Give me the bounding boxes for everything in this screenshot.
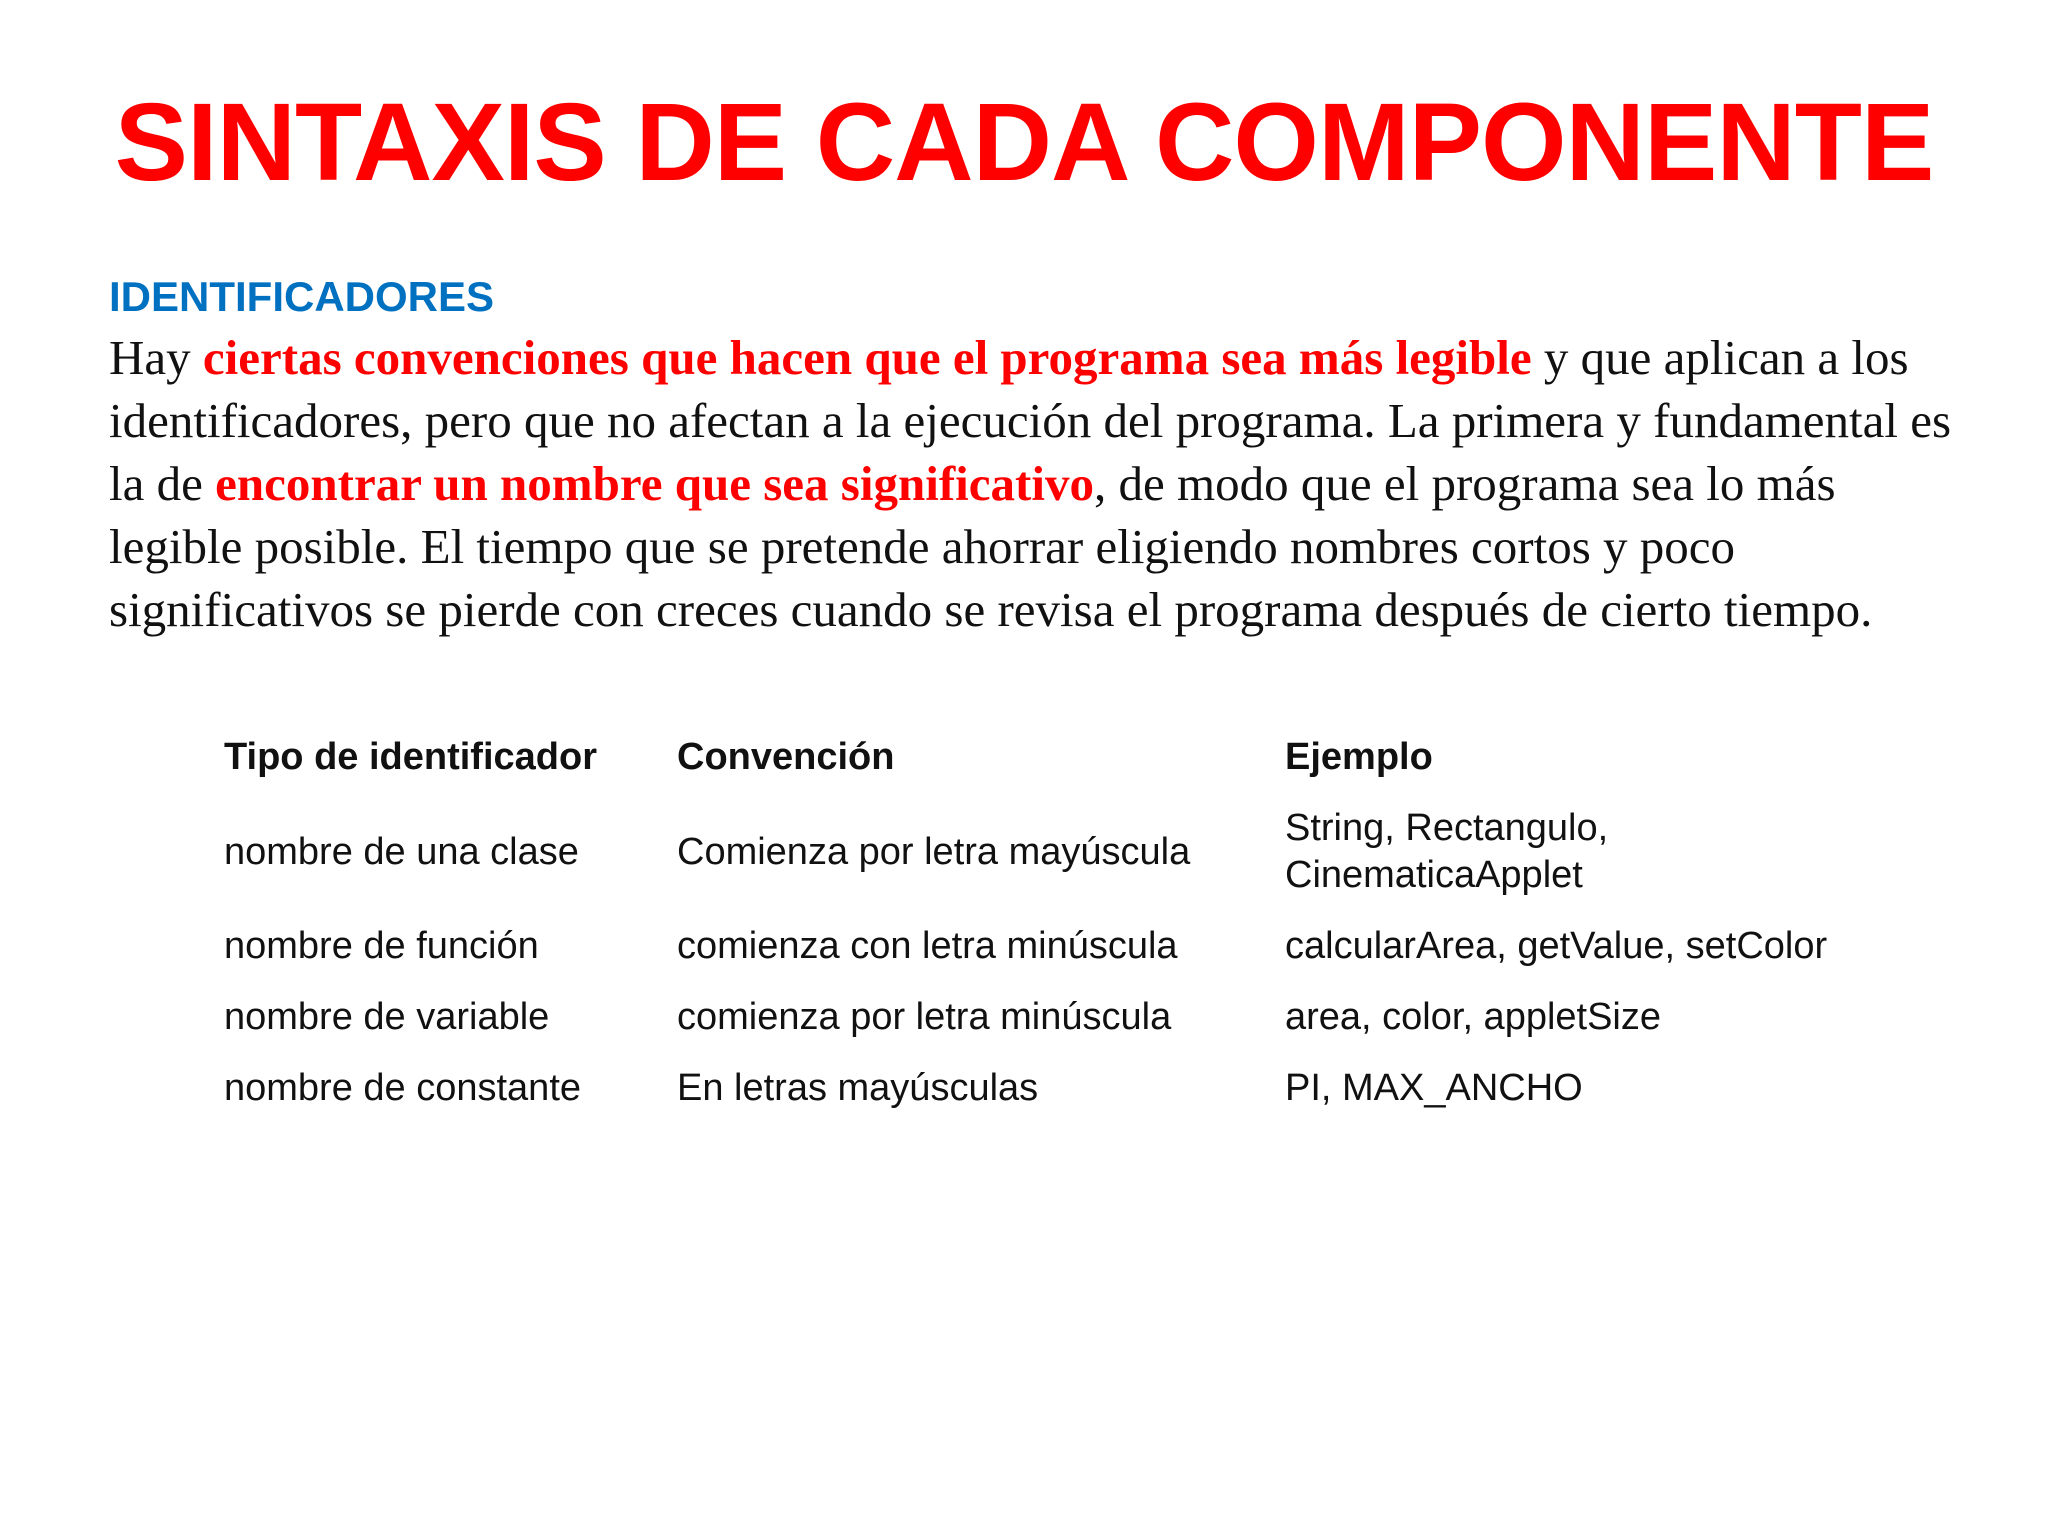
table-cell: nombre de variable xyxy=(224,996,550,1038)
table-row xyxy=(210,911,1919,982)
paragraph-text: y que aplican a los identificadores, pero que no afectan a la ejecución del programa. La primera y fundamental es la de xyxy=(109,330,1952,511)
table-cell: comienza por letra minúscula xyxy=(677,996,1172,1038)
column-header: Ejemplo xyxy=(1285,736,1433,778)
column-header: Convención xyxy=(677,736,895,778)
paragraph-text: , de modo que el programa sea lo más legible posible. El tiempo que se pretende ahorrar eligiendo nombres cortos y poco significativos se pierde con creces cuando se revisa el programa después de cierto tiempo. xyxy=(109,456,1873,637)
table-row xyxy=(210,1053,1919,1124)
table-cell: nombre de una clase xyxy=(224,830,579,873)
table-cell: nombre de función xyxy=(224,925,539,967)
table-header-row xyxy=(210,726,1919,793)
conventions-table xyxy=(210,726,1919,1124)
paragraph-text: Hay xyxy=(109,330,203,385)
table-cell: Comienza por letra mayúscula xyxy=(677,830,1191,873)
table-row xyxy=(210,982,1919,1053)
table-cell: nombre de constante xyxy=(224,1067,582,1109)
table-row xyxy=(210,793,1919,911)
table-cell: area, color, appletSize xyxy=(1285,996,1662,1038)
paragraph-highlight: encontrar un nombre que sea significativo xyxy=(215,456,1094,511)
section-heading: IDENTIFICADORES xyxy=(109,273,495,320)
body-paragraph xyxy=(109,326,1969,641)
paragraph-highlight: ciertas convenciones que hacen que el programa sea más legible xyxy=(202,330,1532,385)
table-cell: calcularArea, getValue, setColor xyxy=(1285,925,1828,967)
table-cell: String, Rectangulo, CinematicaApplet xyxy=(1285,807,1609,896)
table-cell: En letras mayúsculas xyxy=(677,1067,1039,1109)
table-cell: PI, MAX_ANCHO xyxy=(1285,1067,1583,1109)
table-cell: comienza con letra minúscula xyxy=(677,925,1178,967)
column-header: Tipo de identificador xyxy=(224,736,597,778)
slide-title: SINTAXIS DE CADA COMPONENTE xyxy=(114,81,1934,204)
